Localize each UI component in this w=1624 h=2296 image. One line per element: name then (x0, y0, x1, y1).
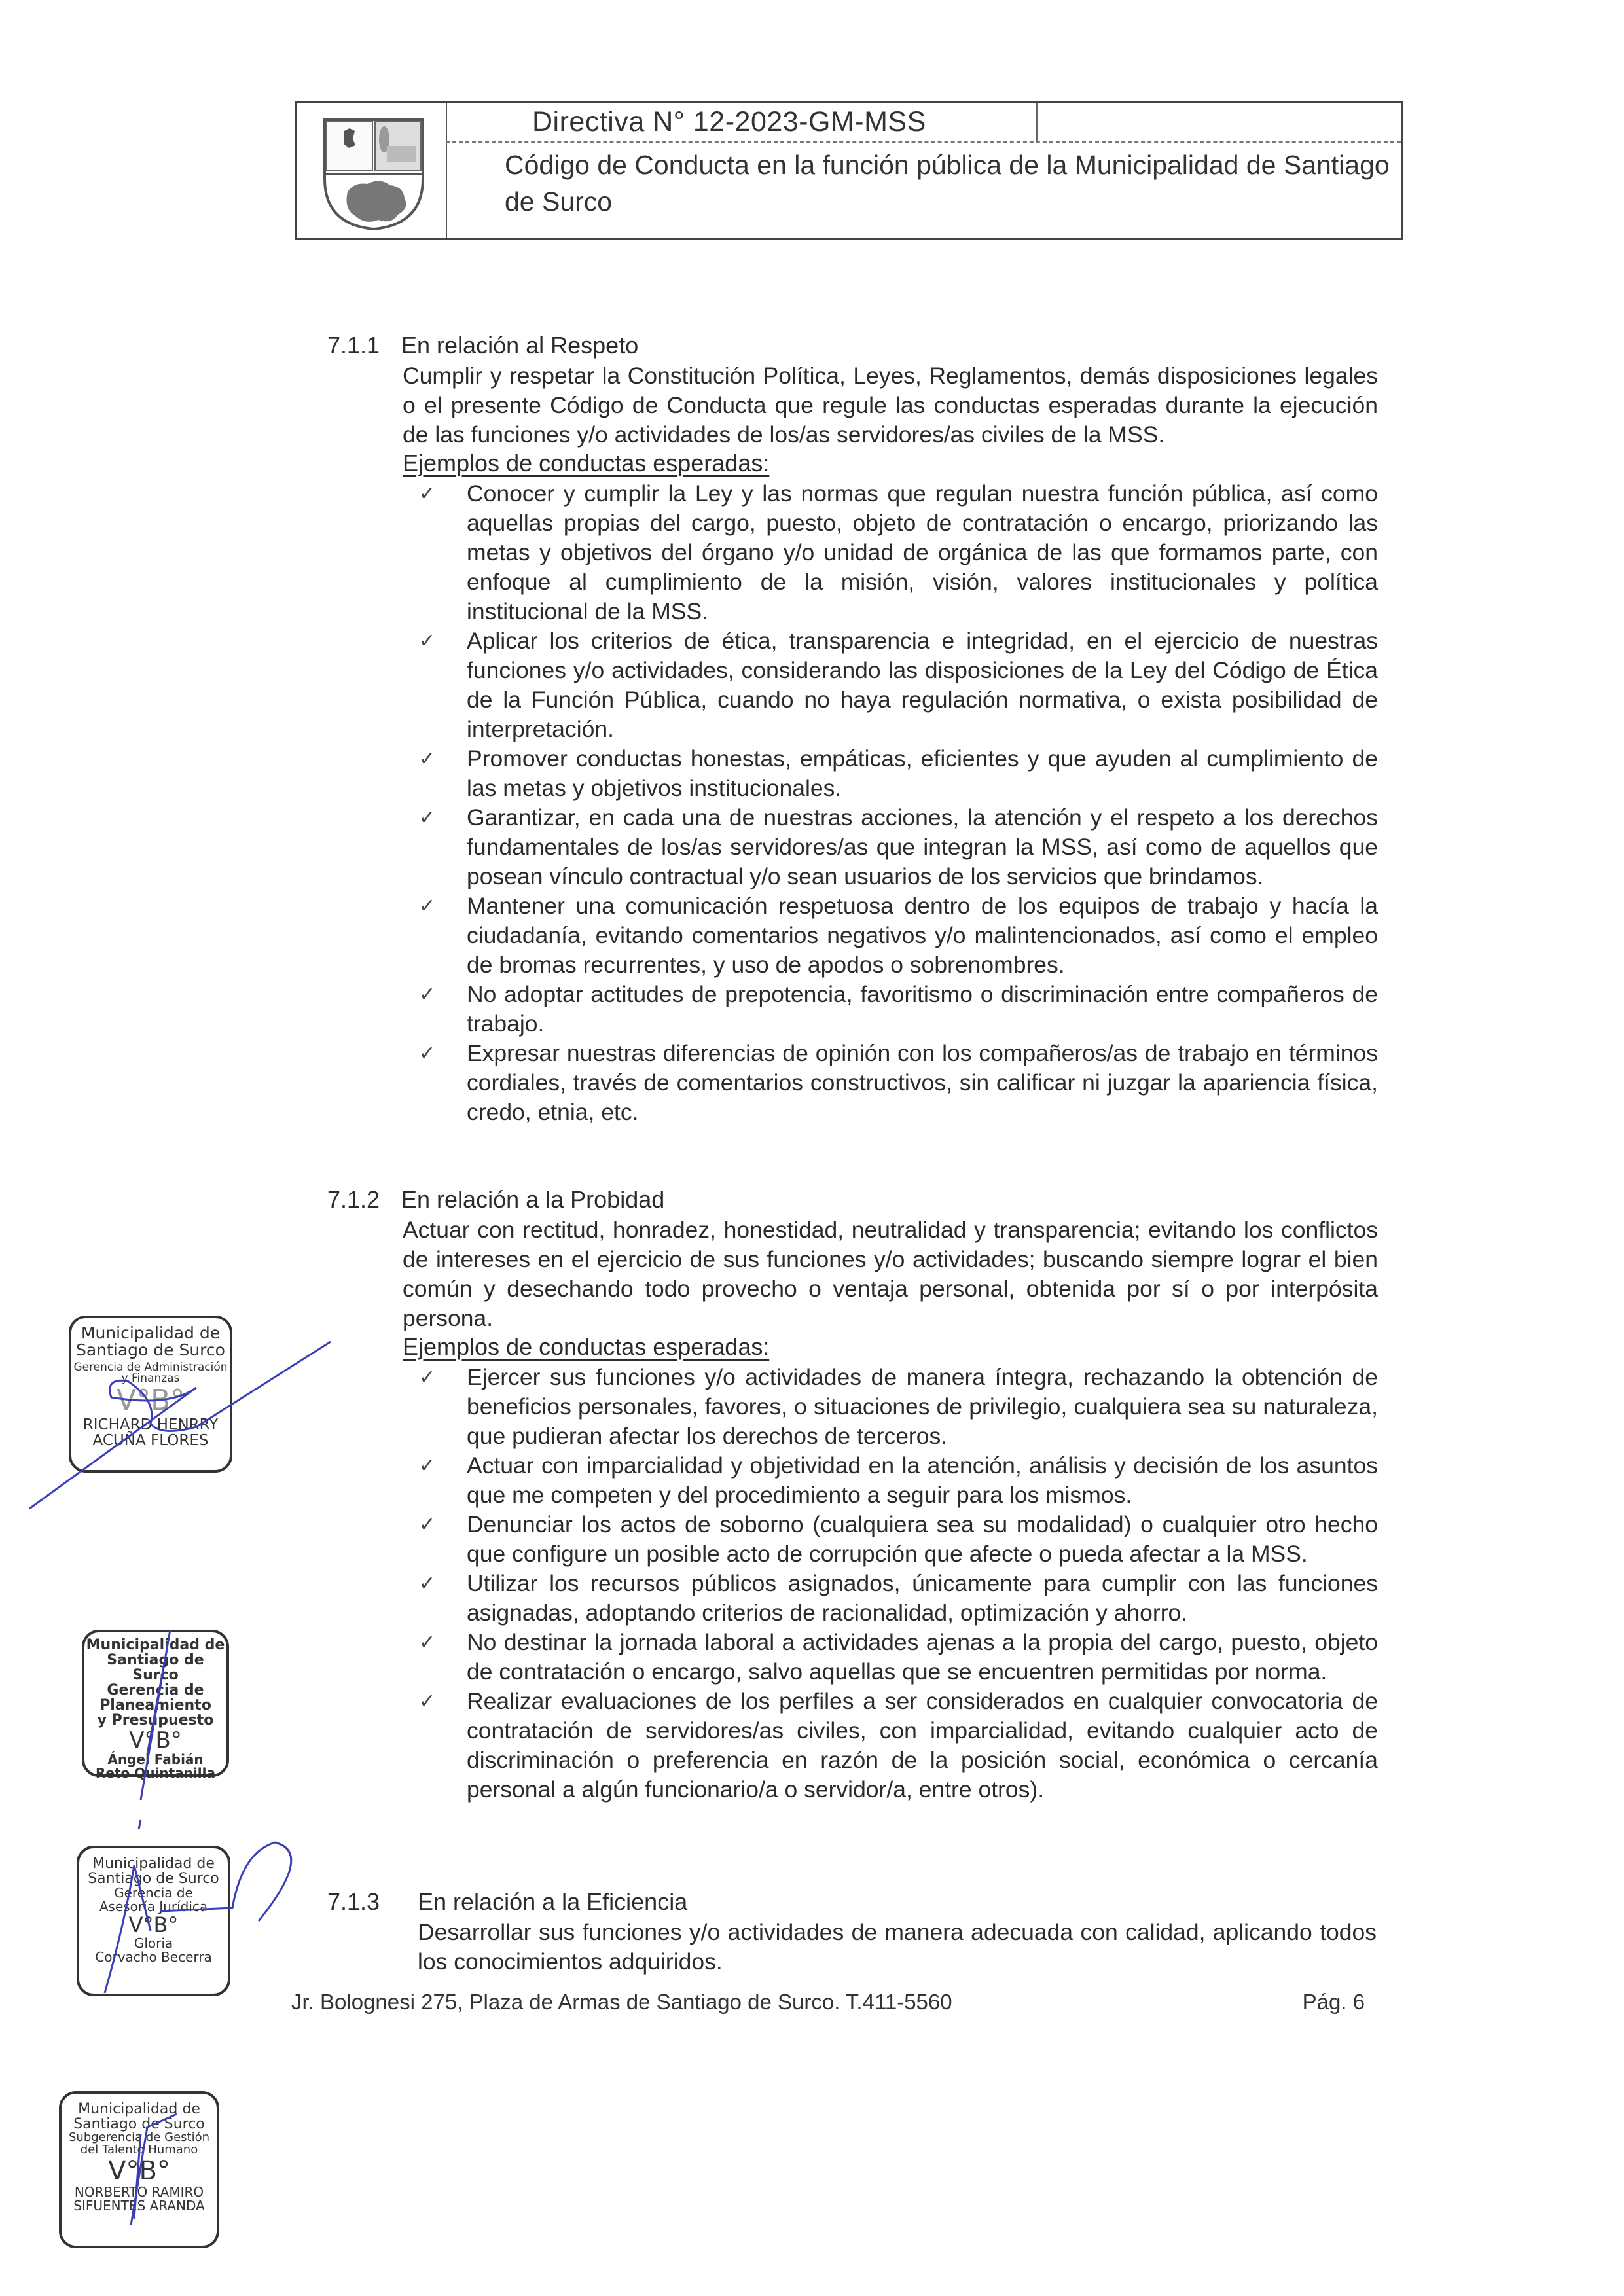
checkmark-icon: ✓ (419, 1043, 436, 1064)
examples-heading: Ejemplos de conductas esperadas: (403, 1333, 770, 1360)
section-title: En relación al Respeto (401, 332, 639, 359)
section-number: 7.1.2 (327, 1186, 380, 1213)
checkmark-icon: ✓ (419, 1514, 436, 1535)
checkmark-icon: ✓ (419, 895, 436, 917)
list-item: ✓ Conocer y cumplir la Ley y las normas que regulan nuestra función pública, así como aquellas propias del cargo, puesto, objeto de contratación o encargo, priorizando las metas y objetivos del órgano y/o unidad de orgánica de las que formamos parte, con enfoque al cumplimiento de la misión, visión, valores institucionales y política institucional de la MSS. (419, 480, 1378, 624)
section-body: Cumplir y respetar la Constitución Política, Leyes, Reglamentos, demás disposiciones legales o el presente Código de Conducta que regule las conductas esperadas durante la ejecución de las funciones y/o actividades de los/as servidores/as civiles de la MSS. (403, 363, 1378, 448)
header-divider (446, 141, 1401, 143)
header-divider (1036, 103, 1038, 141)
list-item: ✓ Actuar con imparcialidad y objetividad en la atención, análisis y decisión de los asuntos que me competen y del procedimiento a seguir para los mismos. (419, 1452, 1378, 1508)
list-item: ✓ Utilizar los recursos públicos asignados, únicamente para cumplir con las funciones asignadas, adoptando criterios de racionalidad, optimización y ahorro. (419, 1570, 1378, 1626)
examples-heading: Ejemplos de conductas esperadas: (403, 450, 770, 476)
list-item: ✓ Promover conductas honestas, empáticas, eficientes y que ayuden al cumplimiento de las metas y objetivos institucionales. (419, 745, 1378, 801)
approval-stamp: Municipalidad de Santiago de Surco Gerencia de Administración y Finanzas V°B° RICHARD HENRRY ACUÑA FLORES (69, 1316, 232, 1473)
list-item: ✓ Realizar evaluaciones de los perfiles a ser considerados en cualquier convocatoria de contratación de servidores/as civiles, con imparcialidad, evitando cualquier acto de discriminación o preferencia en razón de la posición social, económica o cercanía personal a algún funcionario/a o servidor/a, entre otros). (419, 1688, 1378, 1803)
footer-address: Jr. Bolognesi 275, Plaza de Armas de Santiago de Surco. T.411-5560 (291, 1990, 952, 2014)
section-number: 7.1.1 (327, 332, 380, 359)
coat-of-arms-logo (321, 117, 426, 231)
document-title: Código de Conducta en la función pública de la Municipalidad de Santiago de Surco (505, 150, 1390, 217)
directive-number: Directiva N° 12-2023-GM-MSS (532, 106, 926, 137)
examples-list (419, 1363, 1378, 1804)
approval-stamp: Municipalidad de Santiago de Surco Gerencia de Asesoría Jurídica V°B° Gloria Corvacho Becerra (77, 1846, 230, 1996)
list-item: ✓ Expresar nuestras diferencias de opinión con los compañeros/as de trabajo en términos cordiales, través de comentarios constructivos, sin calificar ni juzgar la apariencia física, credo, etnia, etc. (419, 1040, 1378, 1125)
document-header (295, 101, 1403, 240)
checkmark-icon: ✓ (419, 630, 436, 652)
checkmark-icon: ✓ (419, 1632, 436, 1653)
checkmark-icon: ✓ (419, 1455, 436, 1477)
list-item: ✓ No adoptar actitudes de prepotencia, favoritismo o discriminación entre compañeros de trabajo. (419, 981, 1378, 1037)
checkmark-icon: ✓ (419, 1573, 436, 1594)
checkmark-icon: ✓ (419, 748, 436, 770)
list-item: ✓ Denunciar los actos de soborno (cualquiera sea su modalidad) o cualquier otro hecho que configure un posible acto de corrupción que afecte o pueda afectar a la MSS. (419, 1511, 1378, 1567)
list-item: ✓ Ejercer sus funciones y/o actividades de manera íntegra, rechazando la obtención de beneficios personales, favores, o situaciones de privilegio, cualquiera sea su naturaleza, que pudieran afectar los derechos de terceros. (419, 1364, 1378, 1449)
section-body: Actuar con rectitud, honradez, honestidad, neutralidad y transparencia; evitando los conflictos de intereses en el ejercicio de sus funciones y/o actividades; buscando siempre lograr el bien común y desechando todo provecho o ventaja personal, obtenida por sí o por interpósita persona. (403, 1217, 1378, 1331)
list-item: ✓ Garantizar, en cada una de nuestras acciones, la atención y el respeto a los derechos fundamentales de los/as servidores/as que integran la MSS, así como de aquellos que posean vínculo contractual y/o sean usuarios de los servicios que brindamos. (419, 804, 1378, 889)
logo-cell (297, 103, 447, 238)
page-number: Pág. 6 (1302, 1990, 1365, 2014)
approval-stamp: Municipalidad de Santiago de Surco Subgerencia de Gestión del Talento Humano V°B° NORBERTO RAMIRO SIFUENTES ARANDA (59, 2091, 219, 2248)
list-item: ✓ Aplicar los criterios de ética, transparencia e integridad, en el ejercicio de nuestras funciones y/o actividades, considerando las disposiciones de la Ley del Código de Ética de la Función Pública, cuando no haya regulación normativa, o exista posibilidad de interpretación. (419, 628, 1378, 742)
examples-list (419, 479, 1378, 1127)
approval-stamp: Municipalidad de Santiago de Surco Gerencia de Planeamiento y Presupuesto V°B° Ángel Fabián Reto Quintanilla (82, 1630, 229, 1777)
checkmark-icon: ✓ (419, 483, 436, 505)
section-title: En relación a la Probidad (401, 1186, 665, 1213)
section-number: 7.1.3 (327, 1888, 380, 1915)
checkmark-icon: ✓ (419, 1691, 436, 1712)
list-item: ✓ Mantener una comunicación respetuosa dentro de los equipos de trabajo y hacía la ciudadanía, evitando comentarios negativos y/o malintencionados, así como el empleo de bromas recurrentes, y uso de apodos o sobrenombres. (419, 893, 1378, 978)
checkmark-icon: ✓ (419, 807, 436, 829)
section-title: En relación a la Eficiencia (418, 1888, 688, 1915)
list-item: ✓ No destinar la jornada laboral a actividades ajenas a la propia del cargo, puesto, objeto de contratación o encargo, salvo aquellas que se encuentren permitidas por norma. (419, 1629, 1378, 1685)
checkmark-icon: ✓ (419, 984, 436, 1005)
checkmark-icon: ✓ (419, 1367, 436, 1388)
section-body: Desarrollar sus funciones y/o actividades de manera adecuada con calidad, aplicando todos los conocimientos adquiridos. (418, 1919, 1377, 1975)
